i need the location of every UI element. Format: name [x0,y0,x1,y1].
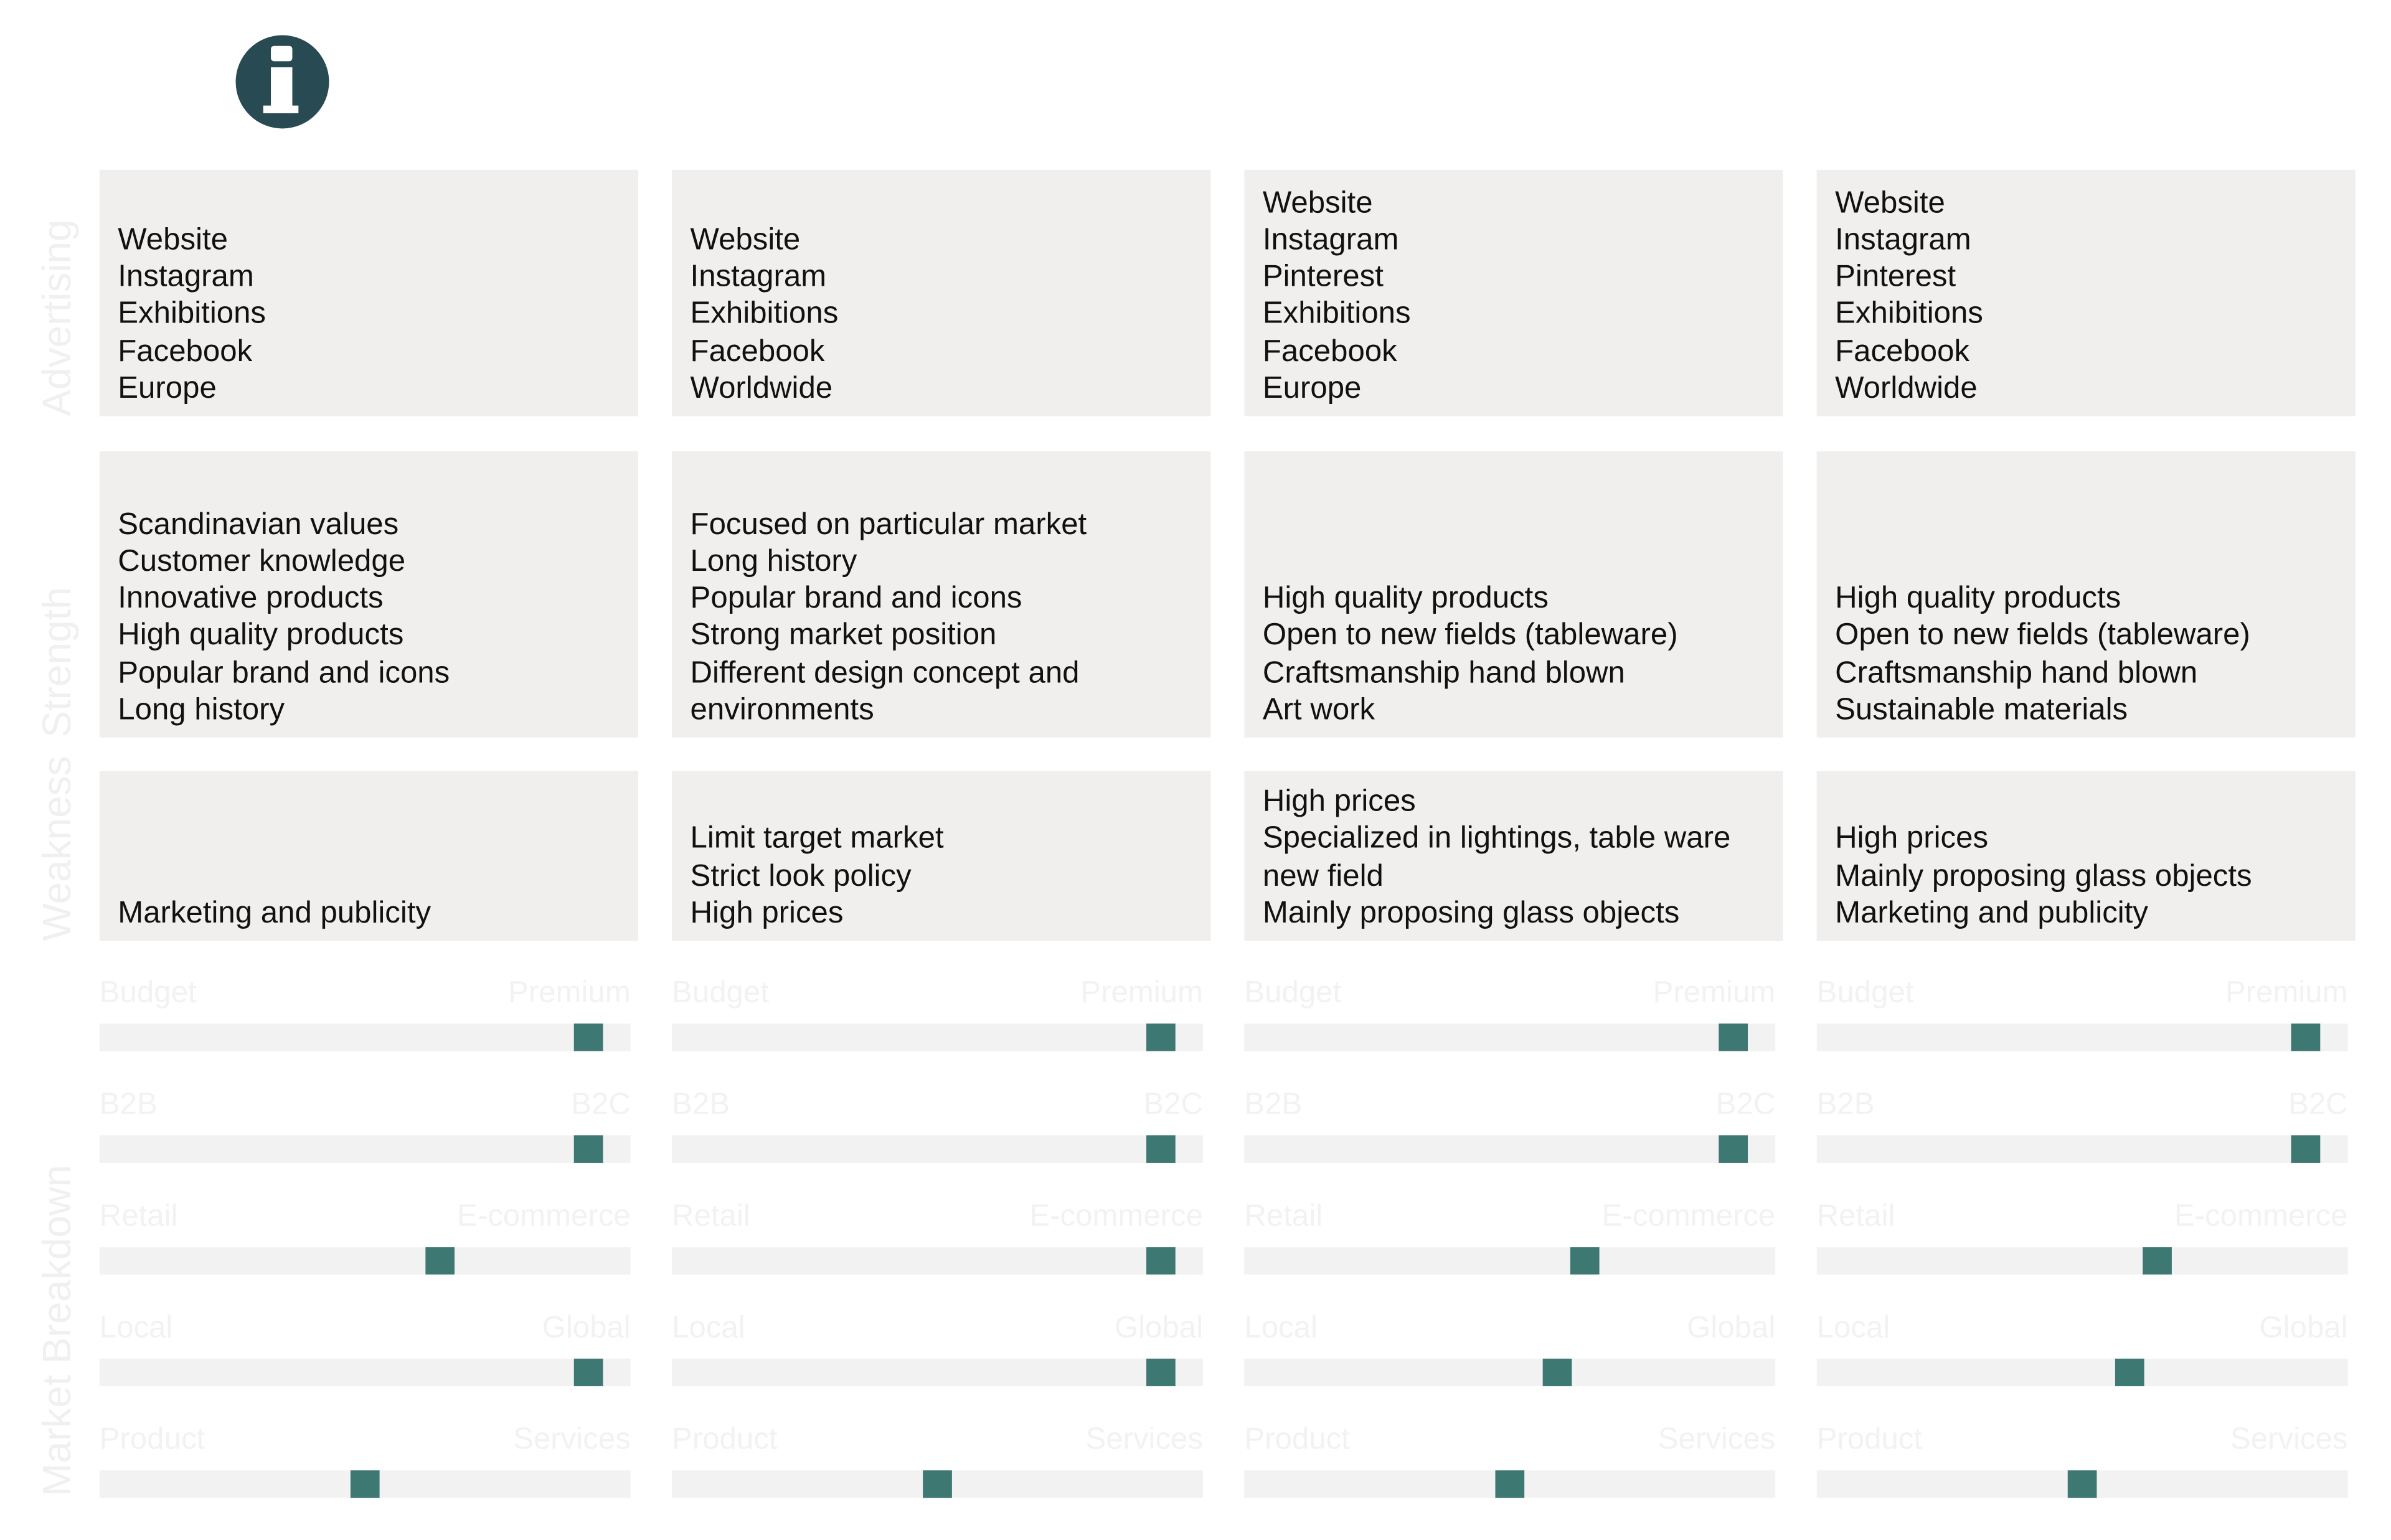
strength-item: Different design concept and [690,655,1080,690]
scale-marker [2142,1247,2171,1274]
scale-labels [672,1423,1203,1457]
scale-left-label: Product [1816,1422,1923,1457]
advertising-item: Exhibitions [1835,297,1983,331]
scale-left-label: Retail [1244,1200,1323,1234]
strength-item: Craftsmanship hand blown [1835,655,2198,690]
strength-item: Customer knowledge [118,545,406,579]
scale-right-label: Services [1658,1422,1776,1457]
scale-labels [1244,1088,1775,1122]
weakness-item: High prices [1262,785,1416,819]
scale-right-label: Services [513,1422,631,1457]
advertising-item: Facebook [1835,334,1970,369]
scale-marker [1146,1359,1175,1386]
scale-left-label: Budget [672,976,769,1010]
scale-marker [1570,1247,1599,1274]
scale-marker [1146,1023,1175,1051]
strength-item: Scandinavian values [118,507,399,542]
scale-track [1817,1023,2348,1051]
scale-left-label: Budget [1816,976,1914,1010]
weakness-item: Mainly proposing glass objects [1262,896,1680,930]
scale-right-label: Premium [508,976,631,1010]
scale-track [100,1247,631,1274]
scale-labels [1244,1423,1775,1457]
scale-right-label: Global [1114,1311,1203,1345]
advertising-item: Pinterest [1835,260,1956,294]
strength-item: Strong market position [690,618,997,653]
scale-right-label: Global [542,1311,631,1345]
scale-labels [100,976,631,1010]
scale-labels [1244,1200,1775,1233]
strength-item: Open to new fields (tableware) [1835,618,2250,653]
scale-left-label: B2B [99,1087,158,1122]
scale-labels [1244,1312,1775,1345]
scale-right-label: E-commerce [457,1200,631,1234]
scale-track [100,1023,631,1051]
scale-marker [1719,1023,1748,1051]
weakness-item: High prices [690,896,844,930]
scale-marker [351,1470,380,1498]
scale-left-label: Product [99,1422,205,1457]
scale-marker [1146,1135,1175,1163]
row-label-advertising: Advertising [34,219,80,416]
advertising-item: Facebook [690,334,825,369]
scale-track [1244,1135,1775,1163]
row-label-market-breakdown: Market Breakdown [34,1165,80,1496]
scale-labels [672,1200,1203,1233]
advertising-item: Exhibitions [690,297,839,331]
scale-marker [2291,1135,2320,1163]
scale-left-label: Budget [1244,976,1342,1010]
scale-track [1817,1247,2348,1274]
scale-labels [1817,1312,2348,1345]
scale-labels [1817,976,2348,1010]
strength-item: Long history [690,545,857,579]
strength-item: environments [690,692,874,727]
advertising-item: Exhibitions [1262,297,1411,331]
scale-left-label: Retail [672,1200,750,1234]
weakness-item: Limit target market [690,822,944,856]
strength-item: High quality products [1262,581,1549,616]
scale-marker [2291,1023,2320,1051]
scale-labels [672,1312,1203,1345]
scale-left-label: B2B [1244,1087,1303,1122]
scale-labels [100,1200,631,1233]
scale-left-label: Local [1244,1311,1318,1345]
scale-track [1817,1135,2348,1163]
scale-right-label: B2C [1143,1087,1203,1122]
scale-marker [1719,1135,1748,1163]
scale-track [100,1470,631,1498]
scale-track [672,1247,1203,1274]
strength-cell [672,451,1210,738]
scale-right-label: E-commerce [1029,1200,1203,1234]
advertising-item: Worldwide [1835,371,1978,405]
scale-right-label: B2C [571,1087,631,1122]
scale-track [100,1135,631,1163]
scale-marker [573,1135,603,1163]
scale-track [672,1470,1203,1498]
strength-item: Art work [1262,692,1375,727]
advertising-item: Exhibitions [118,297,266,331]
scale-marker [1146,1247,1175,1274]
scale-left-label: B2B [1816,1087,1875,1122]
scale-right-label: B2C [1715,1087,1776,1122]
scale-left-label: Local [99,1311,173,1345]
advertising-cell [1244,170,1783,416]
scale-labels [100,1312,631,1345]
scale-marker [2115,1359,2144,1386]
strength-item: High quality products [1835,581,2121,616]
scale-labels [1244,976,1775,1010]
advertising-item: Facebook [1262,334,1397,369]
scale-right-label: Premium [1653,976,1776,1010]
scale-labels [1817,1200,2348,1233]
scale-right-label: Global [1687,1311,1776,1345]
advertising-item: Instagram [1835,223,1971,257]
info-icon [236,35,329,129]
strength-item: Focused on particular market [690,507,1087,542]
weakness-item: Strict look policy [690,859,912,893]
weakness-cell [1244,771,1783,941]
scale-left-label: Product [1244,1422,1350,1457]
strength-item: Open to new fields (tableware) [1262,618,1678,653]
scale-marker [573,1359,603,1386]
scale-marker [2068,1470,2097,1498]
advertising-item: Pinterest [1262,260,1384,294]
scale-track [672,1359,1203,1386]
strength-item: High quality products [118,618,404,653]
scale-track [100,1359,631,1386]
advertising-item: Facebook [118,334,253,369]
strength-item: Long history [118,692,285,727]
weakness-cell [1817,771,2356,941]
scale-labels [672,976,1203,1010]
scale-right-label: Premium [1080,976,1203,1010]
strength-cell [1244,451,1783,738]
advertising-item: Instagram [1262,223,1399,257]
scale-track [672,1135,1203,1163]
scale-left-label: Budget [99,976,197,1010]
scale-right-label: Premium [2225,976,2348,1010]
advertising-item: Website [690,223,801,257]
advertising-cell [1817,170,2356,416]
scale-labels [1817,1088,2348,1122]
advertising-item: Website [1835,186,1945,220]
strength-item: Craftsmanship hand blown [1262,655,1625,690]
scale-left-label: Retail [99,1200,178,1234]
scale-track [1244,1247,1775,1274]
advertising-item: Europe [1262,371,1362,405]
scale-labels [672,1088,1203,1122]
scale-right-label: Services [2230,1422,2348,1457]
scale-marker [1543,1359,1572,1386]
weakness-item: new field [1262,859,1384,893]
scale-left-label: Retail [1816,1200,1895,1234]
scale-track [1817,1359,2348,1386]
advertising-item: Worldwide [690,371,833,405]
scale-track [672,1023,1203,1051]
scale-marker [923,1470,952,1498]
weakness-item: Marketing and publicity [118,896,432,930]
strength-item: Sustainable materials [1835,692,2128,727]
scale-labels [100,1423,631,1457]
strength-item: Popular brand and icons [690,581,1022,616]
scale-marker [425,1247,454,1274]
weakness-cell [100,771,638,941]
strength-item: Popular brand and icons [118,655,450,690]
advertising-item: Website [1262,186,1373,220]
scale-marker [1495,1470,1524,1498]
advertising-item: Europe [118,371,217,405]
advertising-cell [100,170,638,416]
scale-right-label: E-commerce [1601,1200,1776,1234]
weakness-cell [672,771,1210,941]
strength-cell [1817,451,2356,738]
row-label-strength: Strength [34,587,80,738]
weakness-item: Mainly proposing glass objects [1835,859,2252,893]
weakness-item: High prices [1835,822,1989,856]
scale-labels [100,1088,631,1122]
weakness-item: Marketing and publicity [1835,896,2148,930]
scale-track [1817,1470,2348,1498]
scale-right-label: Global [2259,1311,2348,1345]
scale-left-label: Local [672,1311,745,1345]
scale-left-label: B2B [672,1087,730,1122]
advertising-item: Instagram [118,260,254,294]
row-label-weakness: Weakness [34,756,80,941]
scale-track [1244,1470,1775,1498]
advertising-item: Instagram [690,260,827,294]
scale-labels [1817,1423,2348,1457]
advertising-cell [672,170,1210,416]
advertising-item: Website [118,223,228,257]
scale-left-label: Local [1816,1311,1890,1345]
scale-right-label: Services [1085,1422,1203,1457]
strength-cell [100,451,638,738]
scale-track [1244,1023,1775,1051]
scale-right-label: B2C [2288,1087,2348,1122]
strength-item: Innovative products [118,581,384,616]
scale-right-label: E-commerce [2174,1200,2348,1234]
weakness-item: Specialized in lightings, table ware [1262,822,1731,856]
scale-left-label: Product [672,1422,778,1457]
scale-marker [573,1023,603,1051]
scale-track [1244,1359,1775,1386]
